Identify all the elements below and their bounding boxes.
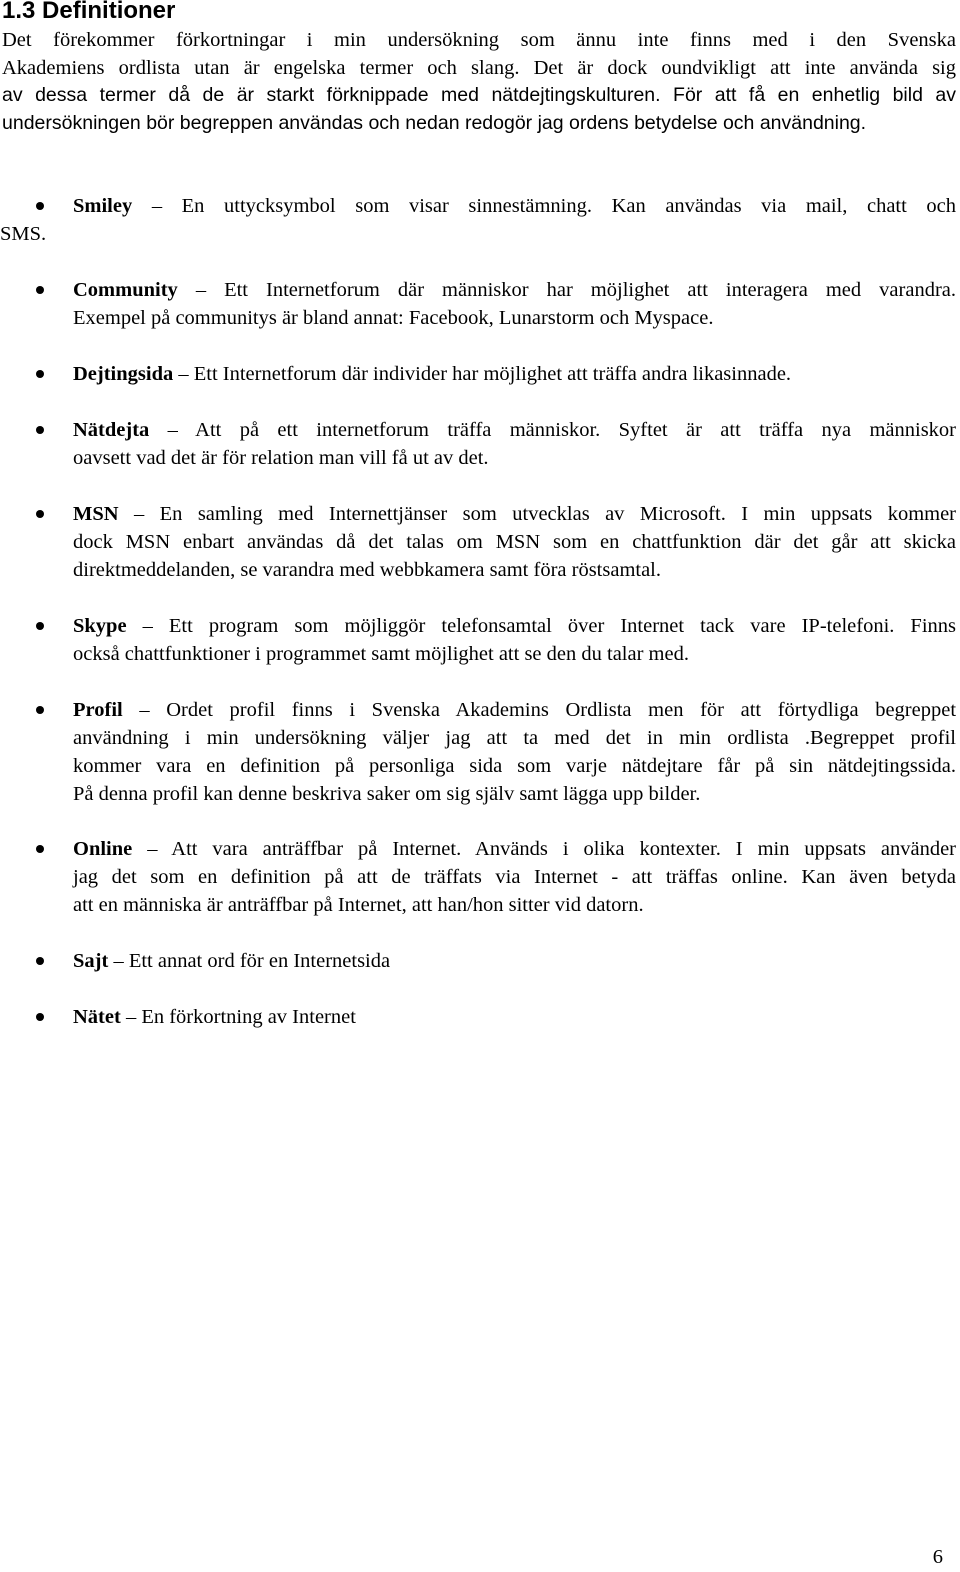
definition-text	[73, 696, 956, 808]
bullet-icon	[36, 370, 44, 378]
definition-term: Community	[73, 279, 178, 301]
definition-term: Online	[73, 838, 133, 860]
definition-line: På denna profil kan denne beskriva saker om sig själv samt lägga upp bilder.	[73, 783, 701, 805]
definition-line: jag det som en definition på att de träffats via Internet - att träffas online. Kan även betyda	[73, 866, 956, 888]
definition-line: SMS.	[0, 223, 47, 245]
definition-description: – En uttycksymbol som visar sinnestämning. Kan användas via mail, chatt och	[151, 195, 956, 217]
definition-text	[73, 360, 956, 388]
definition-description: – Att vara anträffbar på Internet. Används i olika kontexter. I min uppsats använder	[147, 838, 956, 860]
definition-term: Skype	[73, 615, 127, 637]
definition-term: Smiley	[73, 195, 133, 217]
definition-description: – Ett Internetforum där individer har möjlighet att träffa andra likasinnade.	[178, 363, 792, 385]
definition-text	[73, 276, 956, 332]
definition-term: Nätdejta	[73, 419, 150, 441]
definition-text	[73, 612, 956, 668]
definition-description: – Ordet profil finns i Svenska Akademins Ordlista men för att förtydliga begreppet	[139, 699, 957, 721]
definition-line: också chattfunktioner i programmet samt möjlighet att se den du talar med.	[73, 643, 689, 665]
page-number: 6	[932, 1546, 943, 1568]
definition-term: Nätet	[73, 1006, 121, 1028]
bullet-icon	[36, 957, 44, 965]
definition-description: – Ett program som möjliggör telefonsamtal över Internet tack vare IP-telefoni. Finns	[142, 615, 957, 637]
intro-line: av dessa termer då de är starkt förknippade med nätdejtingskulturen. För att få en enhetlig bild av	[2, 84, 956, 106]
definition-line: oavsett vad det är för relation man vill få ut av det.	[73, 447, 489, 469]
definition-line: dock MSN enbart användas då det talas om MSN som en chattfunktion där det går att skicka	[73, 531, 956, 553]
definition-line: kommer vara en definition på personliga sida som varje nätdejtare får på sin nätdejtingssida.	[73, 755, 956, 777]
definition-description: – Ett annat ord för en Internetsida	[113, 950, 391, 972]
definition-line: direktmeddelanden, se varandra med webbkamera samt föra röstsamtal.	[73, 559, 662, 581]
intro-paragraph	[2, 27, 956, 137]
bullet-icon	[36, 622, 44, 630]
bullet-icon	[36, 286, 44, 294]
definition-text	[0, 192, 956, 248]
intro-line: Akademiens ordlista utan är engelska termer och slang. Det är dock oundvikligt att inte använda sig	[2, 56, 956, 79]
definition-description: – Att på ett internetforum träffa människor. Syftet är att träffa nya människor	[167, 419, 957, 441]
definition-line: användning i min undersökning väljer jag att ta med det in min ordlista .Begreppet profil	[73, 727, 956, 749]
definition-text	[73, 1003, 956, 1031]
definition-description: – En samling med Internettjänser som utvecklas av Microsoft. I min uppsats kommer	[133, 503, 957, 525]
definition-term: Dejtingsida	[73, 363, 174, 385]
section-heading: 1.3 Definitioner	[2, 0, 176, 24]
definition-text	[73, 835, 956, 919]
definition-text	[73, 947, 956, 975]
bullet-icon	[36, 202, 44, 210]
bullet-icon	[36, 845, 44, 853]
definition-line: Exempel på communitys är bland annat: Facebook, Lunarstorm och Myspace.	[73, 307, 714, 329]
intro-line: Det förekommer förkortningar i min undersökning som ännu inte finns med i den Svenska	[2, 29, 956, 51]
definition-text	[73, 500, 956, 584]
definition-line: att en människa är anträffbar på Internet, att han/hon sitter vid datorn.	[73, 894, 644, 916]
intro-line: undersökningen bör begreppen användas och nedan redogör jag ordens betydelse och användning.	[2, 111, 867, 134]
definition-term: MSN	[73, 503, 119, 525]
bullet-icon	[36, 1013, 44, 1021]
definition-description: – En förkortning av Internet	[125, 1006, 356, 1028]
bullet-icon	[36, 426, 44, 434]
definition-term: Sajt	[73, 950, 109, 972]
bullet-icon	[36, 510, 44, 518]
definition-term: Profil	[73, 699, 123, 721]
definition-text	[73, 416, 956, 472]
bullet-icon	[36, 706, 44, 714]
definition-description: – Ett Internetforum där människor har möjlighet att interagera med varandra.	[195, 279, 956, 301]
